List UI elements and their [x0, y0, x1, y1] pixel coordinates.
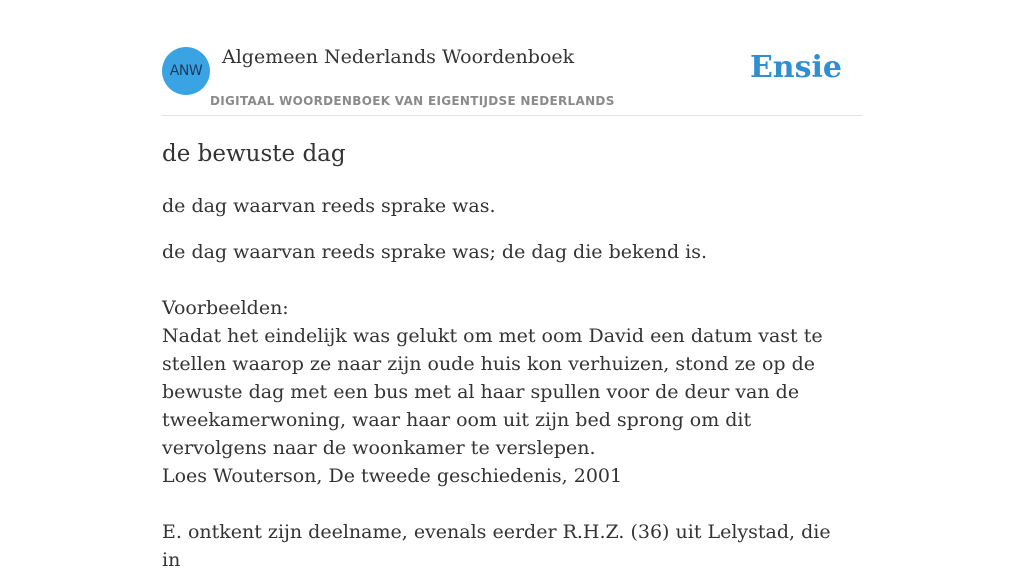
example-spacer — [162, 490, 852, 518]
site-title[interactable]: Algemeen Nederlands Woordenboek — [222, 46, 575, 68]
anw-logo[interactable] — [162, 47, 210, 95]
site-subtitle: DIGITAAL WOORDENBOEK VAN EIGENTIJDSE NEDERLANDS — [210, 94, 615, 108]
example-text: E. ontkent zijn deelname, evenals eerder R.H.Z. (36) uit Lelystad, die in — [162, 521, 831, 571]
full-definition: de dag waarvan reeds sprake was; de dag die bekend is. — [162, 241, 708, 263]
ensie-brand-link[interactable]: Ensie — [749, 50, 842, 85]
entry-content — [162, 138, 852, 574]
examples-section — [162, 294, 852, 574]
short-definition: de dag waarvan reeds sprake was. — [162, 195, 496, 217]
logo-text: ANW — [169, 63, 203, 79]
examples-heading: Voorbeelden: — [162, 297, 289, 319]
site-header — [162, 0, 862, 116]
example-source: Loes Wouterson, De tweede geschiedenis, 2001 — [162, 465, 623, 487]
entry-term: de bewuste dag — [162, 141, 346, 167]
example-text: Nadat het eindelijk was gelukt om met oom David een datum vast te stellen waarop ze naar zijn oude huis kon verhuizen, stond ze op de bewuste dag met een bus met al haar spullen voor de deur van de tweekamerwoning, waar haar oom uit zijn bed sprong om dit vervolgens naar de woonkamer te verslepen. — [162, 325, 823, 459]
